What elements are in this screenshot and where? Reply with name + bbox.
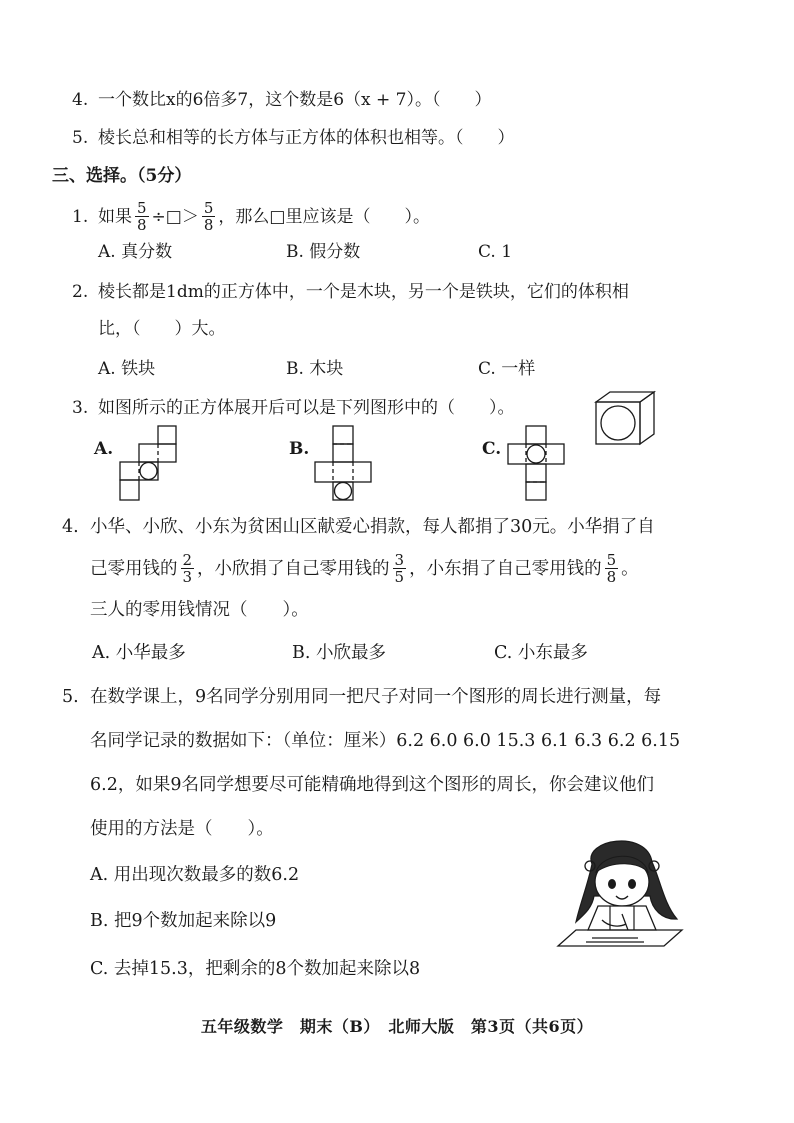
q2-option-c[interactable]: C. 一样 <box>478 359 536 379</box>
q4-f3-numerator: 5 <box>606 551 617 569</box>
q4-text-line1: 小华、小欣、小东为贫困山区献爱心捐款，每人都捐了30元。小华捐了自 <box>90 517 655 537</box>
cube-front-face <box>596 402 640 444</box>
q1-pre: 如果 <box>98 206 132 227</box>
q5-option-b[interactable]: B. 把9个数加起来除以9 <box>90 911 277 931</box>
page-footer: 五年级数学 期末（B） 北师大版 第3页（共6页） <box>200 1017 594 1036</box>
q4-f3-denominator: 8 <box>606 568 617 586</box>
q4-fraction-xiaodong <box>605 552 619 585</box>
q1-option-c[interactable]: C. 1 <box>478 242 513 262</box>
cube-circle-pattern <box>601 406 635 440</box>
judge-q4-number: 4. <box>72 90 89 110</box>
cube-figure <box>592 390 662 448</box>
q1-frac1-denominator: 8 <box>137 216 147 234</box>
judge-q5-text: 棱长总和相等的长方体与正方体的体积也相等。（ ） <box>98 128 515 148</box>
choice-q1 <box>72 200 430 233</box>
q1-mid: ÷□＞ <box>151 206 199 227</box>
q5-text-line3: 6.2，如果9名同学想要尽可能精确地得到这个图形的周长，你会建议他们 <box>90 775 654 795</box>
q4-option-c[interactable]: C. 小东最多 <box>494 643 588 663</box>
q5-number: 5. <box>62 687 79 707</box>
q1-option-a[interactable]: A. 真分数 <box>98 242 173 262</box>
q5-option-a[interactable]: A. 用出现次数最多的数6.2 <box>90 865 300 885</box>
q3-text: 如图所示的正方体展开后可以是下列图形中的（ ）。 <box>98 398 515 418</box>
q2-option-b[interactable]: B. 木块 <box>286 359 344 379</box>
q2-text-line1: 棱长都是1dm的正方体中，一个是木块，另一个是铁块，它们的体积相 <box>98 282 629 302</box>
girl-body <box>588 906 656 930</box>
q4-text-line3: 三人的零用钱情况（ ）。 <box>90 600 309 620</box>
q2-number: 2. <box>72 282 89 302</box>
net-c-circle <box>527 445 545 463</box>
net-figure-b <box>313 424 375 504</box>
net-a-face <box>120 480 139 500</box>
choice-q3 <box>72 396 515 420</box>
net-b-middle-row <box>315 462 371 482</box>
q4-option-b[interactable]: B. 小欣最多 <box>292 643 386 663</box>
cube-top-face <box>596 392 654 402</box>
q1-number: 1. <box>72 206 89 227</box>
q5-text-line1: 在数学课上，9名同学分别用同一把尺子对同一个图形的周长进行测量，每 <box>90 687 662 707</box>
q1-frac1-numerator: 5 <box>137 199 147 217</box>
q1-frac2-denominator: 8 <box>203 216 214 234</box>
net-b-face <box>333 444 353 462</box>
q4-text-d: 。 <box>621 558 639 579</box>
net-a-face <box>158 426 176 444</box>
net-c-face <box>526 482 546 500</box>
judge-q4 <box>72 88 492 112</box>
q4-text-a: 己零用钱的 <box>90 558 178 579</box>
q1-option-b[interactable]: B. 假分数 <box>286 242 361 262</box>
q4-text-c: ，小东捐了自己零用钱的 <box>409 558 602 579</box>
q4-f1-numerator: 2 <box>182 551 193 569</box>
q4-number: 4. <box>62 517 79 537</box>
q4-option-a[interactable]: A. 小华最多 <box>92 643 186 663</box>
choice-q5-line1 <box>62 684 661 710</box>
judge-q5-number: 5. <box>72 128 89 148</box>
net-b-circle <box>335 483 352 500</box>
net-a-circle <box>140 463 157 480</box>
net-b-face <box>333 482 353 500</box>
choice-q2-line1 <box>72 280 629 304</box>
q4-fraction-xiaohua <box>181 552 195 585</box>
girl-writing-illustration <box>552 834 692 952</box>
net-figure-a <box>118 424 180 504</box>
q4-f2-denominator: 5 <box>394 568 405 586</box>
net-c-middle-row <box>508 444 564 464</box>
cube-side-face <box>640 392 654 444</box>
q3-number: 3. <box>72 398 89 418</box>
q1-post: ，那么□里应该是（ ）。 <box>218 206 430 227</box>
q1-fraction-1 <box>135 200 149 233</box>
q5-text-line2: 名同学记录的数据如下：（单位：厘米）6.2 6.0 6.0 15.3 6.1 6.3 6.2 6.15 <box>90 731 681 751</box>
q5-text-line4: 使用的方法是（ ）。 <box>90 819 274 839</box>
q4-f1-denominator: 3 <box>182 568 193 586</box>
section-title-choice: 三、选择。（5分） <box>52 166 192 186</box>
q4-f2-numerator: 3 <box>394 551 405 569</box>
choice-q4-line1 <box>62 514 655 540</box>
q3-option-a[interactable]: A. <box>94 439 114 459</box>
net-figure-c <box>506 424 568 504</box>
q4-text-b: ，小欣捐了自己零用钱的 <box>197 558 390 579</box>
q4-fraction-xiaoxin <box>393 552 407 585</box>
net-c-face <box>526 426 546 444</box>
q3-option-c[interactable]: C. <box>482 439 502 459</box>
net-c-face <box>526 464 546 482</box>
q2-option-a[interactable]: A. 铁块 <box>98 359 156 379</box>
judge-q5 <box>72 126 515 150</box>
q5-option-c[interactable]: C. 去掉15.3，把剩余的8个数加起来除以8 <box>90 959 421 979</box>
q3-option-b[interactable]: B. <box>289 439 310 459</box>
q2-text-line2: 比，（ ）大。 <box>98 319 226 339</box>
net-b-face <box>333 426 353 444</box>
q1-frac2-numerator: 5 <box>203 199 214 217</box>
judge-q4-text: 一个数比x的6倍多7，这个数是6（x + 7）。（ ） <box>98 90 492 110</box>
q1-fraction-2 <box>202 200 216 233</box>
choice-q4-line2 <box>90 552 639 585</box>
